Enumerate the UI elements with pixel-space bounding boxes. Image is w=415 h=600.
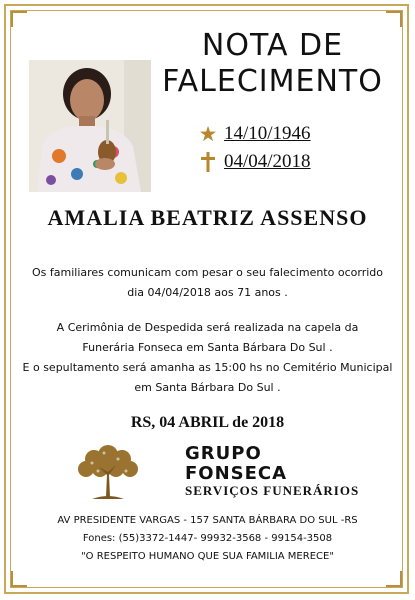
ceremony-paragraph: [20, 318, 395, 358]
company-name-line-1: GRUPO: [185, 443, 262, 464]
corner-ornament: [386, 571, 402, 587]
dates-block: [198, 120, 311, 176]
corner-ornament: [386, 11, 402, 27]
birth-date: 14/10/1946: [224, 123, 311, 144]
paragraph-line: Funerária Fonseca em Santa Bárbara Do Sul .: [82, 341, 333, 354]
paragraph-line: Os familiares comunicam com pesar o seu falecimento ocorrido: [32, 266, 383, 279]
death-date-row: [198, 148, 311, 176]
death-date: 04/04/2018: [224, 151, 311, 172]
title-line-2: FALECIMENTO: [162, 64, 383, 99]
paragraph-line: em Santa Bárbara Do Sul .: [134, 381, 281, 394]
company-name-line-2: FONSECA: [185, 463, 288, 484]
paragraph-line: E o sepultamento será amanha as 15:00 hs no Cemitério Municipal: [22, 361, 393, 374]
company-tagline: SERVIÇOS FUNERÁRIOS: [185, 483, 360, 498]
title-line-1: NOTA DE: [201, 28, 344, 63]
company-phones: Fones: (55)3372-1447- 99932-3568 - 99154-3508: [82, 533, 333, 544]
paragraph-line: dia 04/04/2018 aos 71 anos .: [127, 286, 288, 299]
paragraph-line: A Cerimônia de Despedida será realizada na capela da: [56, 321, 359, 334]
tree-icon: [74, 441, 142, 503]
burial-paragraph: [20, 358, 395, 398]
birth-date-row: [198, 120, 311, 148]
cross-icon: [198, 152, 218, 172]
corner-ornament: [11, 11, 27, 27]
corner-ornament: [11, 571, 27, 587]
portrait-photo: [29, 60, 151, 192]
place-date: RS, 04 ABRIL de 2018: [130, 414, 285, 431]
company-motto: "O RESPEITO HUMANO QUE SUA FAMILIA MERECE": [81, 551, 334, 562]
star-icon: ★: [198, 122, 218, 146]
announcement-paragraph: [20, 263, 395, 303]
deceased-name: AMALIA BEATRIZ ASSENSO: [47, 205, 368, 230]
company-address: AV PRESIDENTE VARGAS - 157 SANTA BÁRBARA DO SUL -RS: [57, 515, 358, 526]
